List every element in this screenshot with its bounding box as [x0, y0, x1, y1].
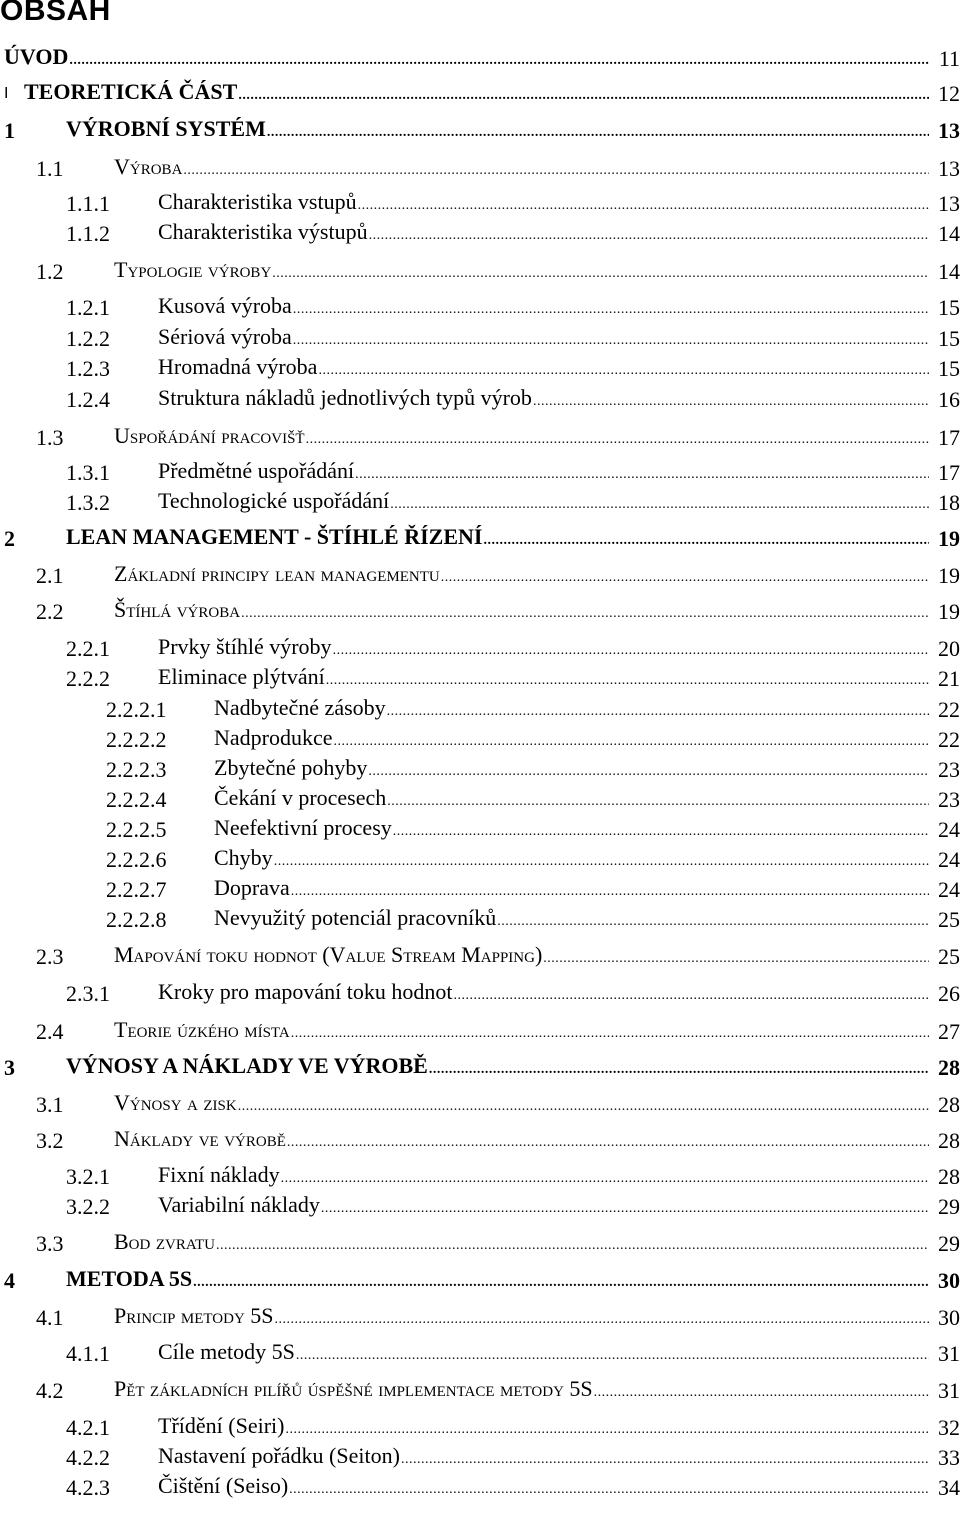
dot-leader	[291, 1019, 929, 1049]
toc-entry-label: Výroba	[114, 154, 183, 179]
toc-entry-label: Typologie výroby	[114, 257, 272, 282]
toc-entry[interactable]	[0, 1413, 960, 1443]
toc-entry-page: 34	[938, 1475, 960, 1500]
toc-entry-number: 2.4	[36, 1019, 64, 1044]
toc-entry[interactable]	[0, 634, 960, 664]
toc-entry[interactable]	[0, 154, 960, 184]
toc-entry-page: 15	[938, 326, 960, 351]
dot-leader	[594, 1378, 929, 1408]
toc-entry-number: 2.1	[36, 563, 64, 588]
toc-entry-number: 1.2.2	[66, 326, 110, 351]
dot-leader	[326, 666, 929, 696]
toc-entry-label: Struktura nákladů jednotlivých typů výrob	[158, 385, 532, 410]
toc-entry-number: 1.3.1	[66, 460, 110, 485]
toc-entry[interactable]	[0, 1090, 960, 1120]
dot-leader	[289, 1475, 929, 1505]
toc-entry-page: 13	[938, 191, 960, 216]
toc-entry[interactable]	[0, 116, 960, 146]
toc-entry-number: 3.3	[36, 1231, 64, 1256]
toc-entry[interactable]	[0, 423, 960, 453]
toc-entry-page: 11	[938, 46, 960, 71]
toc-entry-label: Nevyužitý potenciál pracovníků	[214, 905, 497, 930]
toc-entry-label: Eliminace plýtvání	[158, 664, 325, 689]
toc-entry-page: 24	[938, 877, 960, 902]
toc-entry-label: Štíhlá výroba	[114, 597, 241, 622]
dot-leader	[183, 156, 929, 186]
toc-entry-number: 4.2.3	[66, 1475, 110, 1500]
toc-entry-number: 1.2.3	[66, 356, 110, 381]
dot-leader	[275, 1305, 929, 1335]
toc-entry-label: Výnosy a zisk	[114, 1090, 237, 1115]
toc-entry-page: 14	[938, 221, 960, 246]
toc-entry-number: 3.2.1	[66, 1164, 110, 1189]
toc-entry-page: 31	[938, 1378, 960, 1403]
toc-entry[interactable]	[0, 695, 960, 725]
toc-entry[interactable]	[0, 561, 960, 591]
toc-entry-label: Neefektivní procesy	[214, 815, 392, 840]
toc-entry-label: Prvky štíhlé výroby	[158, 634, 332, 659]
toc-entry-number: 1.2	[36, 259, 64, 284]
toc-entry-page: 30	[938, 1305, 960, 1330]
toc-entry-number: I	[4, 85, 9, 102]
toc-entry[interactable]	[0, 1126, 960, 1156]
toc-entry-label: TEORETICKÁ ČÁST	[24, 79, 238, 104]
toc-entry-label: Chyby	[214, 845, 273, 870]
toc-entry-page: 28	[938, 1055, 960, 1080]
toc-entry-label: Mapování toku hodnot (Value Stream Mapping)	[114, 942, 543, 967]
toc-entry-label: Zbytečné pohyby	[214, 755, 368, 780]
toc-entry[interactable]	[0, 1017, 960, 1047]
toc-entry[interactable]	[0, 293, 960, 323]
toc-entry-label: Variabilní náklady	[158, 1192, 320, 1217]
toc-entry[interactable]	[0, 385, 960, 415]
toc-entry[interactable]	[0, 1339, 960, 1369]
toc-entry[interactable]	[0, 354, 960, 384]
toc-entry-number: 1.3	[36, 425, 64, 450]
toc-entry-number: 2.2.2.5	[106, 817, 167, 842]
toc-entry-label: Charakteristika vstupů	[158, 189, 357, 214]
dot-leader	[483, 526, 929, 556]
toc-entry[interactable]	[0, 1303, 960, 1333]
toc-entry-page: 14	[938, 259, 960, 284]
toc-entry-page: 19	[938, 599, 960, 624]
toc-entry-label: Sériová výroba	[158, 324, 292, 349]
toc-entry-page: 24	[938, 817, 960, 842]
dot-leader	[441, 563, 929, 593]
toc-entry-number: 2.3.1	[66, 981, 110, 1006]
toc-entry-label: METODA 5S	[66, 1266, 193, 1291]
dot-leader	[369, 221, 929, 251]
toc-entry-label: Čištění (Seiso)	[158, 1473, 289, 1498]
toc-entry-label: Kroky pro mapování toku hodnot	[158, 979, 453, 1004]
toc-entry-label: ÚVOD	[4, 44, 69, 69]
toc-entry-number: 2.2	[36, 599, 64, 624]
toc-entry-number: 2.2.2.3	[106, 757, 167, 782]
toc-entry-page: 22	[938, 727, 960, 752]
toc-entry-number: 2.2.2.7	[106, 877, 167, 902]
toc-entry-page: 26	[938, 981, 960, 1006]
toc-entry-label: Nadbytečné zásoby	[214, 695, 386, 720]
toc-entry-number: 4.1	[36, 1305, 64, 1330]
toc-entry[interactable]	[0, 1473, 960, 1503]
toc-entry[interactable]	[0, 725, 960, 755]
toc-entry-number: 2	[4, 526, 15, 551]
dot-leader	[497, 907, 929, 937]
toc-entry[interactable]	[0, 755, 960, 785]
dot-leader	[216, 1231, 929, 1261]
dot-leader	[390, 490, 929, 520]
toc-entry-label: Pět základních pilířů úspěšné implementace metody 5S	[114, 1376, 593, 1401]
toc-entry[interactable]	[0, 597, 960, 627]
toc-entry-number: 3.2.2	[66, 1194, 110, 1219]
dot-leader	[454, 981, 929, 1011]
toc-entry-label: Nastavení pořádku (Seiton)	[158, 1443, 400, 1468]
dot-leader	[429, 1055, 929, 1085]
toc-entry-label: VÝROBNÍ SYSTÉM	[66, 116, 266, 141]
toc-entry-page: 25	[938, 944, 960, 969]
toc-entry-page: 29	[938, 1231, 960, 1256]
toc-entry-page: 28	[938, 1092, 960, 1117]
toc-entry[interactable]	[0, 875, 960, 905]
toc-entry-page: 27	[938, 1019, 960, 1044]
toc-entry-page: 23	[938, 757, 960, 782]
toc-entry[interactable]	[0, 1443, 960, 1473]
toc-entry-number: 4.1.1	[66, 1341, 110, 1366]
toc-entry-number: 1.1	[36, 156, 64, 181]
toc-entry[interactable]	[0, 524, 960, 554]
toc-entry-number: 2.3	[36, 944, 64, 969]
toc-entry-page: 31	[938, 1341, 960, 1366]
dot-leader	[272, 259, 929, 289]
toc-entry[interactable]	[0, 458, 960, 488]
toc-entry[interactable]	[0, 845, 960, 875]
toc-entry-number: 2.2.2.1	[106, 697, 167, 722]
toc-entry[interactable]	[0, 785, 960, 815]
toc-entry-number: 4.2	[36, 1378, 64, 1403]
toc-entry-page: 19	[938, 563, 960, 588]
toc-entry-page: 16	[938, 387, 960, 412]
toc-entry-label: Teorie úzkého místa	[114, 1017, 290, 1042]
dot-leader	[533, 387, 929, 417]
toc-entry-number: 4.2.1	[66, 1415, 110, 1440]
toc-entry-label: Bod zvratu	[114, 1229, 216, 1254]
toc-entry-page: 22	[938, 697, 960, 722]
page-title: OBSAH	[0, 0, 111, 27]
toc-entry-page: 15	[938, 356, 960, 381]
toc-entry-number: 2.2.2.6	[106, 847, 167, 872]
dot-leader	[193, 1268, 929, 1298]
toc-entry-number: 2.2.2.8	[106, 907, 167, 932]
dot-leader	[293, 295, 929, 325]
dot-leader	[69, 46, 929, 76]
dot-leader	[238, 81, 929, 111]
toc-entry-label: Kusová výroba	[158, 293, 292, 318]
toc-entry-label: Princip metody 5S	[114, 1303, 274, 1328]
toc-entry-number: 2.2.2	[66, 666, 110, 691]
toc-entry-page: 19	[938, 526, 960, 551]
dot-leader	[318, 356, 929, 386]
toc-entry-page: 29	[938, 1194, 960, 1219]
toc-entry[interactable]	[0, 44, 960, 74]
dot-leader	[321, 1194, 929, 1224]
toc-entry-page: 23	[938, 787, 960, 812]
dot-leader	[296, 1341, 929, 1371]
toc-entry-page: 25	[938, 907, 960, 932]
toc-entry-number: 1.2.4	[66, 387, 110, 412]
toc-entry-label: Fixní náklady	[158, 1162, 280, 1187]
toc-entry-label: Cíle metody 5S	[158, 1339, 295, 1364]
toc-entry-label: Charakteristika výstupů	[158, 219, 368, 244]
toc-entry[interactable]	[0, 324, 960, 354]
toc-entry-page: 13	[938, 156, 960, 181]
toc-entry[interactable]	[0, 1376, 960, 1406]
dot-leader	[241, 599, 929, 629]
toc-entry-number: 3	[4, 1055, 15, 1080]
toc-entry[interactable]	[0, 189, 960, 219]
toc-entry[interactable]	[0, 1266, 960, 1296]
toc-entry-number: 3.1	[36, 1092, 64, 1117]
dot-leader	[287, 1128, 929, 1158]
toc-entry-label: Technologické uspořádání	[158, 488, 390, 513]
toc-entry-number: 2.2.2.4	[106, 787, 167, 812]
toc-entry-number: 4	[4, 1268, 15, 1293]
dot-leader	[238, 1092, 929, 1122]
toc-entry-page: 28	[938, 1164, 960, 1189]
toc-entry[interactable]	[0, 979, 960, 1009]
toc-entry[interactable]	[0, 257, 960, 287]
toc-entry[interactable]	[0, 1192, 960, 1222]
toc-entry-page: 12	[938, 81, 960, 106]
toc-entry-number: 1	[4, 118, 15, 143]
toc-entry-number: 1.3.2	[66, 490, 110, 515]
toc-entry-label: LEAN MANAGEMENT - ŠTÍHLÉ ŘÍZENÍ	[66, 524, 483, 549]
toc-entry[interactable]	[0, 219, 960, 249]
toc-entry[interactable]	[0, 1229, 960, 1259]
toc-entry-number: 1.1.2	[66, 221, 110, 246]
toc-entry[interactable]	[0, 488, 960, 518]
toc-entry-number: 2.2.2.2	[106, 727, 167, 752]
toc-entry-number: 4.2.2	[66, 1445, 110, 1470]
toc-entry-label: VÝNOSY A NÁKLADY VE VÝROBĚ	[66, 1053, 428, 1078]
toc-entry-label: Hromadná výroba	[158, 354, 318, 379]
toc-entry-page: 21	[938, 666, 960, 691]
dot-leader	[543, 944, 929, 974]
toc-entry[interactable]	[0, 815, 960, 845]
toc-entry-page: 33	[938, 1445, 960, 1470]
toc-entry[interactable]	[0, 905, 960, 935]
toc-entry-label: Základní principy lean managementu	[114, 561, 440, 586]
toc-entry-label: Čekání v procesech	[214, 785, 387, 810]
toc-entry-label: Předmětné uspořádání	[158, 458, 355, 483]
toc-entry[interactable]	[0, 942, 960, 972]
toc-entry-number: 3.2	[36, 1128, 64, 1153]
dot-leader	[306, 425, 929, 455]
toc-entry-label: Doprava	[214, 875, 290, 900]
toc-entry-page: 30	[938, 1268, 960, 1293]
toc-entry-label: Náklady ve výrobě	[114, 1126, 286, 1151]
toc-entry-page: 13	[938, 118, 960, 143]
toc-entry-number: 1.1.1	[66, 191, 110, 216]
toc-entry[interactable]	[0, 1053, 960, 1083]
toc-entry-page: 15	[938, 295, 960, 320]
dot-leader	[267, 118, 929, 148]
toc-entry-number: 1.2.1	[66, 295, 110, 320]
toc-entry[interactable]	[0, 79, 960, 109]
toc-entry-label: Uspořádání pracovišť	[114, 423, 305, 448]
toc-entry-page: 28	[938, 1128, 960, 1153]
toc-entry[interactable]	[0, 664, 960, 694]
toc-entry-page: 17	[938, 425, 960, 450]
toc-entry-page: 32	[938, 1415, 960, 1440]
toc-entry[interactable]	[0, 1162, 960, 1192]
toc-entry-page: 20	[938, 636, 960, 661]
toc-entry-page: 18	[938, 490, 960, 515]
toc-entry-number: 2.2.1	[66, 636, 110, 661]
toc-entry-label: Třídění (Seiri)	[158, 1413, 285, 1438]
toc-entry-page: 24	[938, 847, 960, 872]
toc-entry-page: 17	[938, 460, 960, 485]
toc-entry-label: Nadprodukce	[214, 725, 333, 750]
